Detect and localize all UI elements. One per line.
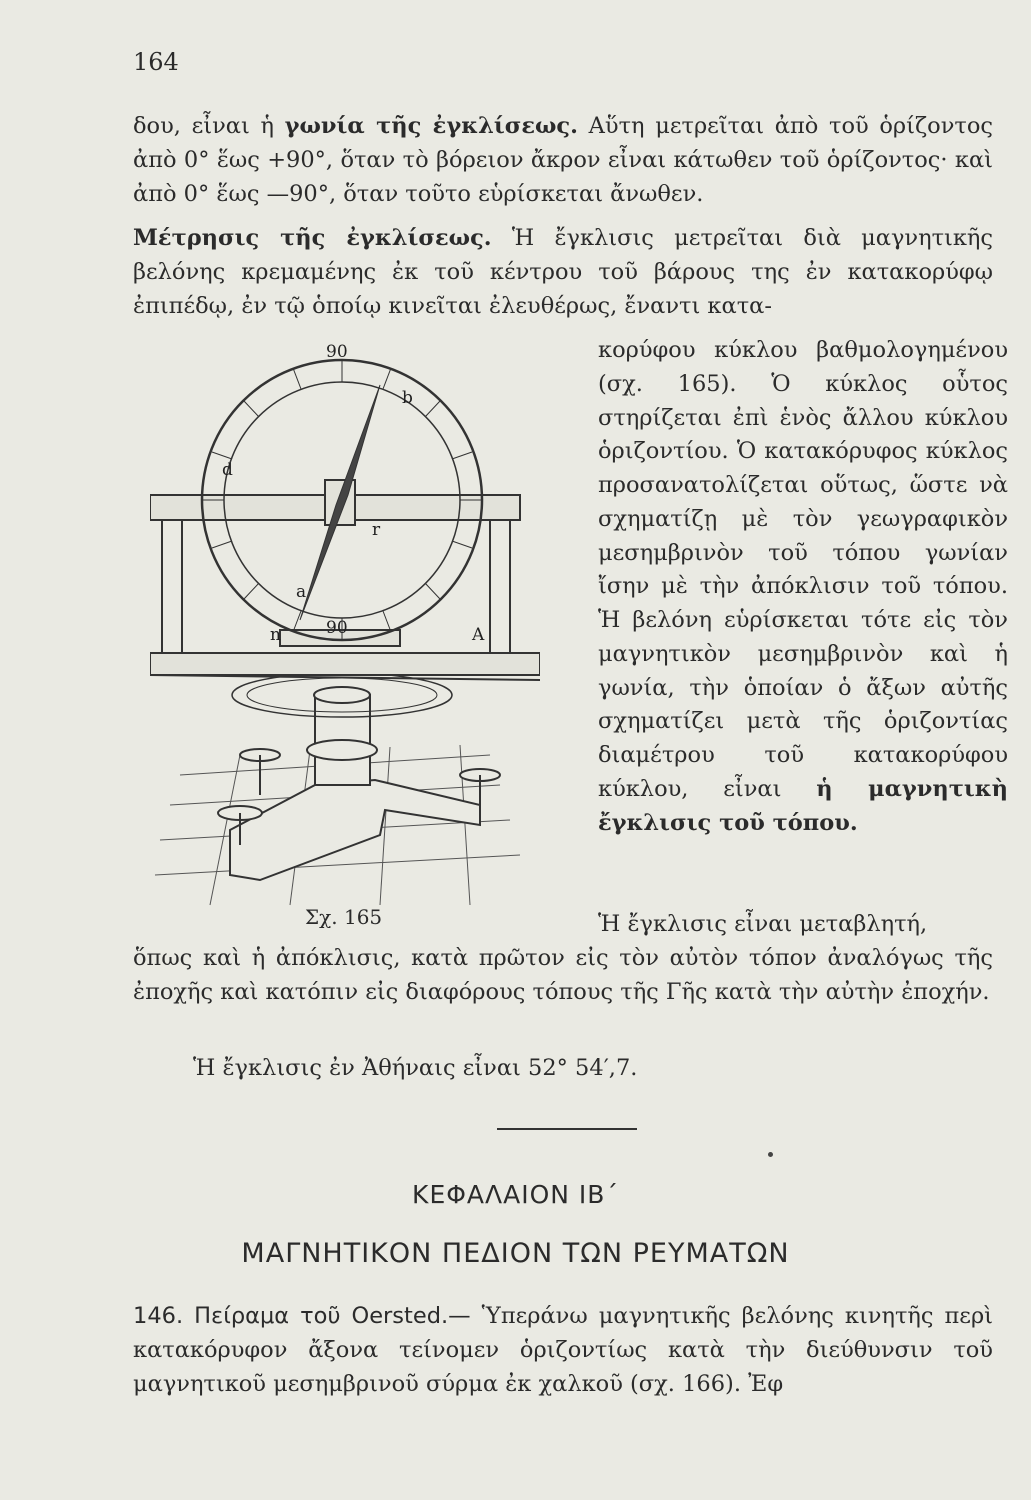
paragraph-measurement-continued: κορύφου κύκλου βαθμολογημένου (σχ. 165). Ὁ κύκλος οὗτος στηρίζεται ἐπὶ ἑνὸς ἄλλου κύκλου ὁριζοντίου. Ὁ κατακόρυφος κύκλος προσανατολίζεται οὕτως, ὥστε νὰ σχηματίζῃ μὲ τὸν γεωγραφικὸν μεσημβρινὸν τοῦ τόπου γωνίαν ἴσην μὲ τὴν ἀπόκλισιν τοῦ τόπου. Ἡ βελόνη εὑρίσκεται τότε εἰς τὸν μαγνητικὸν μεσημβρινὸν καὶ ἡ γωνία, τὴν ὁποίαν ὁ ἄξων αὐτῆς σχηματίζει μετὰ τῆς ὁριζοντίας διαμέτρου τοῦ κατακορύφου κύκλου, εἶναι ἡ μαγνητικὴ ἔγκλισις τοῦ τόπου. <box>598 337 1008 836</box>
ink-dot <box>768 1152 773 1157</box>
chapter-number: ΚΕΦΑΛΑΙΟΝ ΙΒ΄ <box>412 1180 619 1209</box>
paragraph-measurement: Μέτρησις τῆς ἐγκλίσεως. Ἡ ἔγκλισις μετρεῖται διὰ μαγνητικῆς βελόνης κρεμαμένης ἐκ τοῦ κέντρου τοῦ βάρους της ἐν κατακορύφῳ ἐπιπέδῳ, ἐν τῷ ὁποίῳ κινεῖται ἐλευθέρως, ἔναντι κατα- <box>133 225 994 319</box>
paragraph-oersted: 146. Πείραμα τοῦ Oersted.— Ὑπεράνω μαγνητικῆς βελόνης κινητῆς περὶ κατακόρυφον ἄξονα τείνομεν ὁριζοντίως κατὰ τὴν διεύθυνσιν τοῦ μαγνητικοῦ μεσημβρινοῦ σύρμα ἐκ χαλκοῦ (σχ. 166). Ἐφ <box>133 1303 994 1397</box>
label-A: A <box>472 625 485 645</box>
paragraph-athens: Ἡ ἔγκλισις ἐν Ἀθήναις εἶναι 52° 54′,7. <box>193 1055 638 1081</box>
label-top-90: 90 <box>326 342 348 362</box>
label-bottom-90: 90 <box>326 618 348 638</box>
section-divider <box>497 1128 637 1130</box>
label-a: a <box>296 582 307 602</box>
section-heading-oersted: 146. Πείραμα τοῦ Oersted.— <box>133 1303 471 1329</box>
dip-circle-illustration <box>150 335 540 913</box>
chapter-title: ΜΑΓΝΗΤΙΚΟΝ ΠΕΔΙΟΝ ΤΩΝ ΡΕΥΜΑΤΩΝ <box>241 1238 790 1269</box>
paragraph-inclination-angle: δου, εἶναι ἡ γωνία τῆς ἐγκλίσεως. Αὕτη μετρεῖται ἀπὸ τοῦ ὁρίζοντος ἀπὸ 0° ἕως +90°, ὅταν τὸ βόρειον ἄκρον εἶναι κάτωθεν τοῦ ὁρίζοντος· καὶ ἀπὸ 0° ἕως —90°, ὅταν τοῦτο εὑρίσκεται ἄνωθεν. <box>133 113 993 207</box>
label-n: n <box>270 625 281 645</box>
figure-caption: Σχ. 165 <box>305 905 383 929</box>
label-d: d <box>222 460 233 480</box>
paragraph-variable-start: Ἡ ἔγκλισις εἶναι μεταβλητή, <box>598 911 928 937</box>
page-number: 164 <box>133 48 179 76</box>
label-r: r <box>372 520 381 540</box>
label-b: b <box>402 388 413 408</box>
dip-circle-drawing <box>150 335 540 913</box>
paragraph-variable: ὅπως καὶ ἡ ἀπόκλισις, κατὰ πρῶτον εἰς τὸν αὐτὸν τόπον ἀναλόγως τῆς ἐποχῆς καὶ κατόπιν εἰς διαφόρους τόπους τῆς Γῆς κατὰ τὴν αὐτὴν ἐποχήν. <box>133 945 993 1005</box>
